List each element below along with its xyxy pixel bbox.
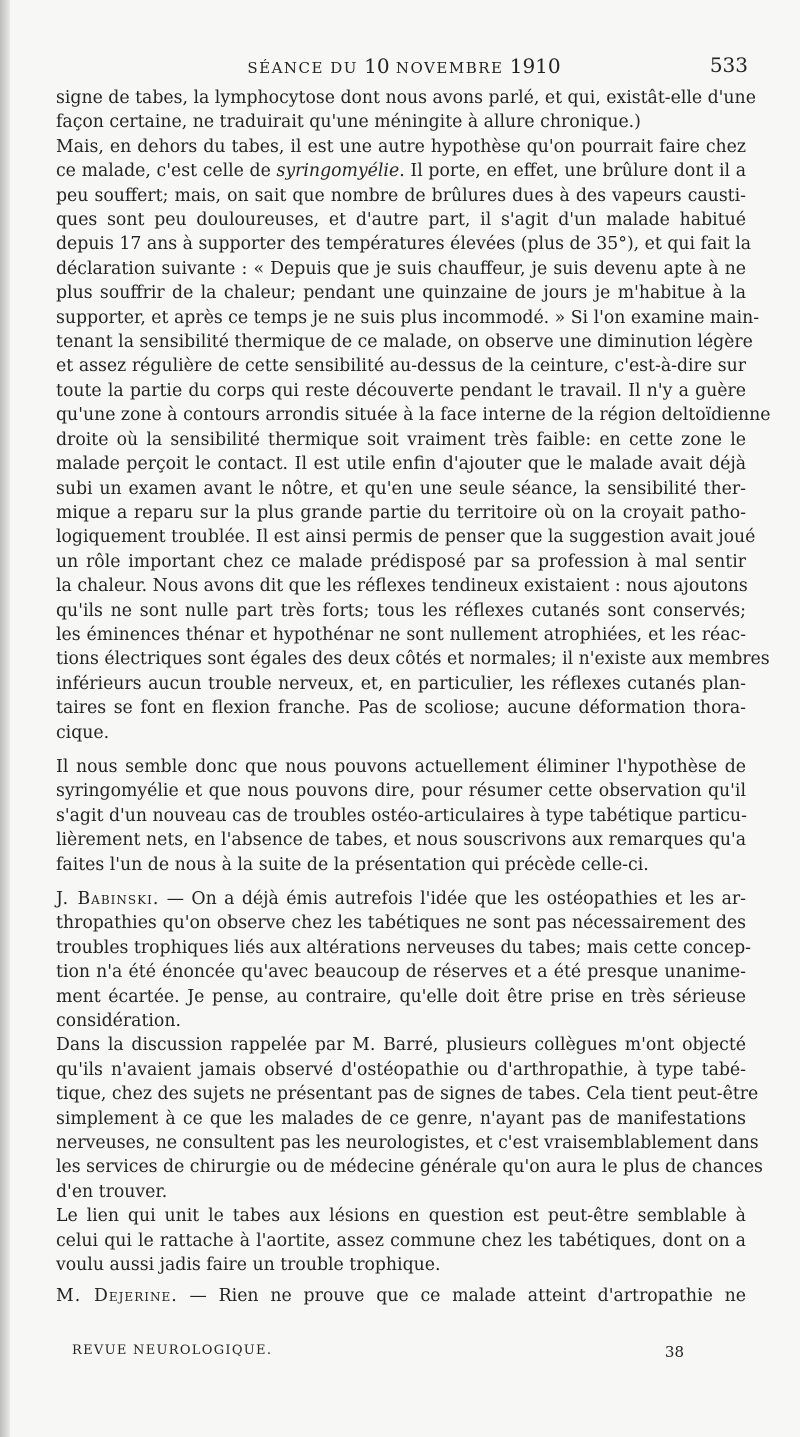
paragraph-1	[56, 86, 756, 135]
text-line: d'en trouver.	[56, 1181, 168, 1202]
text-line: inférieurs aucun trouble nerveux, et, en particulier, les réflexes cutanés plan-	[56, 673, 746, 694]
text-line: syringomyélie et que nous pouvons dire, pour résumer cette observation qu'il	[56, 781, 746, 802]
text-line: Dans la discussion rappelée par M. Barré, plusieurs collègues m'ont objecté	[56, 1035, 746, 1056]
text-line: lièrement nets, en l'absence de tabes, et nous souscrivons aux remarques qu'a	[56, 830, 746, 851]
footer-signature-number: 38	[664, 1343, 684, 1361]
text-line: ment écartée. Je pense, au contraire, qu'elle doit être prise en très sérieuse	[56, 986, 746, 1007]
text-line: toute la partie du corps qui reste découverte pendant le travail. Il n'y a guère	[56, 380, 746, 401]
text-line: faites l'un de nous à la suite de la présentation qui précède celle-ci.	[56, 854, 649, 875]
text-line: nerveuses, ne consultent pas les neurologistes, et c'est vraisemblablement dans	[56, 1133, 759, 1154]
speaker-name: M. Dejerine.	[56, 1285, 178, 1306]
header-day: 10	[364, 54, 390, 78]
text-fragment: — Rien ne prouve que ce malade atteint d'artropathie ne	[177, 1285, 746, 1306]
page-header	[60, 54, 748, 80]
text-line: tique, chez des sujets ne présentant pas de signes de tabes. Cela tient peut-être	[56, 1084, 759, 1105]
text-line	[56, 159, 746, 183]
text-fragment: — On a déjà émis autrefois l'idée que les ostéopathies et les ar-	[159, 889, 746, 909]
speaker-name: J. Babinski.	[56, 889, 160, 909]
text-line: simplement à ce que les malades de ce genre, n'ayant pas de manifestations	[56, 1108, 746, 1129]
paragraph-babinski	[56, 887, 751, 1033]
text-line: supporter, et après ce temps je ne suis plus incommodé. » Si l'on examine main-	[56, 307, 760, 328]
header-title-part: SÉANCE DU	[247, 59, 365, 77]
header-title-part: NOVEMBRE	[389, 59, 510, 77]
text-line: Il nous semble donc que nous pouvons actuellement éliminer l'hypothèse de	[56, 756, 746, 777]
text-line: plus souffrir de la chaleur; pendant une quinzaine de jours je m'habitue à la	[56, 283, 746, 304]
page-footer	[72, 1343, 684, 1365]
paragraph-3	[56, 755, 746, 877]
running-header	[60, 54, 748, 78]
text-line	[56, 887, 746, 911]
text-line: logiquement troublée. Il est ainsi permis de penser que la suggestion avait joué	[56, 527, 756, 548]
text-line: celui qui le rattache à l'aortite, assez commune chez les tabétiques, dont on a	[56, 1230, 746, 1251]
text-line: Le lien qui unit le tabes aux lésions en question est peut-être semblable à	[56, 1206, 746, 1227]
text-line: façon certaine, ne traduirait qu'une méningite à allure chronique.)	[56, 112, 641, 133]
text-line: tions électriques sont égales des deux côtés et normales; il n'existe aux membres	[56, 649, 770, 670]
text-line: considération.	[56, 1011, 181, 1032]
text-line: qu'une zone à contours arrondis située à la face interne de la région deltoïdienne	[56, 405, 771, 426]
text-line: subi un examen avant le nôtre, et qu'en une seule séance, la sensibilité ther-	[56, 478, 746, 499]
page-number: 533	[709, 53, 748, 77]
paragraph-spacer	[56, 745, 746, 755]
text-line: déclaration suivante : « Depuis que je suis chauffeur, je suis devenu apte à ne	[56, 258, 746, 279]
paragraph-6	[56, 1204, 746, 1277]
body-text	[56, 86, 771, 1308]
text-line: tion n'a été énoncée qu'avec beaucoup de réserves et a été presque unanime-	[56, 962, 746, 983]
paragraph-5	[56, 1033, 763, 1204]
paragraph-2	[56, 135, 771, 745]
text-line: ques sont peu douloureuses, et d'autre part, il s'agit d'un malade habitué	[56, 210, 746, 231]
text-line: qu'ils n'avaient jamais observé d'ostéopathie ou d'arthropathie, à type tabé-	[56, 1059, 746, 1080]
text-line: s'agit d'un nouveau cas de troubles ostéo-articulaires à type tabétique particu-	[56, 805, 747, 826]
text-line: voulu aussi jadis faire un trouble trophique.	[56, 1255, 441, 1276]
text-line: thropathies qu'on observe chez les tabétiques ne sont pas nécessairement des	[56, 913, 746, 934]
text-line: les éminences thénar et hypothénar ne sont nullement atrophiées, et les réac-	[56, 624, 746, 645]
header-year: 1910	[509, 54, 561, 78]
text-line: qu'ils ne sont nulle part très forts; tous les réflexes cutanés sont conservés;	[56, 600, 746, 621]
text-line: mique a reparu sur la plus grande partie du territoire où on la croyait patho-	[56, 502, 746, 523]
page-gutter-shadow	[0, 0, 10, 1437]
italic-term: syringomyélie	[276, 161, 400, 182]
footer-journal-title: REVUE NEUROLOGIQUE.	[72, 1343, 273, 1358]
paragraph-spacer	[56, 877, 746, 887]
text-line: tenant la sensibilité thermique de ce malade, on observe une diminution légère	[56, 332, 753, 353]
text-line: droite où la sensibilité thermique soit vraiment très faible: en cette zone le	[56, 429, 746, 450]
text-line: les services de chirurgie ou de médecine générale qu'on aura le plus de chances	[56, 1157, 763, 1178]
text-line	[56, 1284, 746, 1308]
text-line: taires se font en flexion franche. Pas de scoliose; aucune déformation thora-	[56, 698, 746, 719]
text-fragment: ce malade, c'est celle de	[56, 161, 277, 182]
text-line: peu souffert; mais, on sait que nombre de brûlures dues à des vapeurs causti-	[56, 185, 746, 206]
text-line: depuis 17 ans à supporter des températures élevées (plus de 35°), et qui fait la	[56, 234, 752, 255]
text-line: malade perçoit le contact. Il est utile enfin d'ajouter que le malade avait déjà	[56, 454, 746, 475]
text-line: troubles trophiques liés aux altérations nerveuses du tabes; mais cette concep-	[56, 937, 751, 958]
text-line: Mais, en dehors du tabes, il est une autre hypothèse qu'on pourrait faire chez	[56, 136, 746, 157]
text-line: la chaleur. Nous avons dit que les réflexes tendineux existaient : nous ajoutons	[56, 576, 748, 597]
text-fragment: . Il porte, en effet, une brûlure dont il a	[399, 161, 746, 182]
text-line: cique.	[56, 722, 110, 743]
text-line: signe de tabes, la lymphocytose dont nous avons parlé, et qui, existât-elle d'une	[56, 88, 756, 108]
paragraph-dejerine	[56, 1284, 746, 1308]
text-line: un rôle important chez ce malade prédisposé par sa profession à mal sentir	[56, 551, 746, 572]
text-line: et assez régulière de cette sensibilité au-dessus de la ceinture, c'est-à-dire sur	[56, 356, 746, 377]
